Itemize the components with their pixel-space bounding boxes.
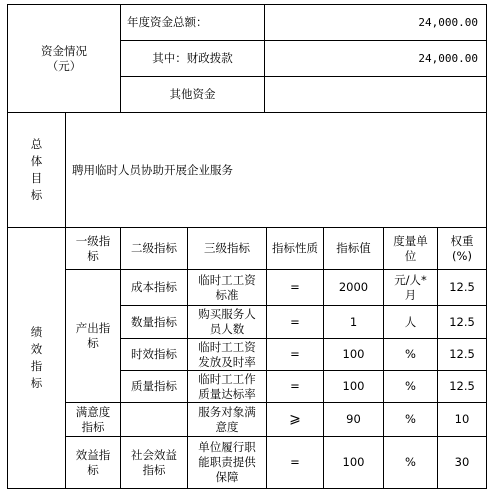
row-level2: 数量指标	[131, 314, 177, 329]
header-level3: 三级指标	[204, 241, 250, 255]
fiscal-allocation-value: 24,000.00	[418, 52, 478, 65]
row-unit: %	[405, 455, 416, 469]
row-nature: =	[290, 314, 300, 329]
row-weight: 10	[454, 412, 470, 426]
row-level3: 单位履行职 能职责提供 保障	[198, 440, 256, 484]
other-funds-label: 其他资金	[169, 87, 216, 101]
row-nature: =	[290, 379, 300, 393]
row-level2: 时效指标	[131, 347, 177, 361]
row-value: 2000	[338, 280, 369, 294]
row-level3: 临时工工作 质量达标率	[198, 371, 256, 401]
annual-total-label: 年度资金总额：	[127, 15, 208, 29]
row-nature: =	[290, 280, 300, 294]
row-weight: 12.5	[449, 347, 475, 361]
annual-total-value: 24,000.00	[418, 16, 478, 29]
overall-goal-label: 总 体 目 标	[30, 137, 43, 202]
other-funds-value	[265, 77, 486, 112]
row-unit: %	[405, 347, 416, 361]
header-level2: 二级指标	[131, 241, 177, 255]
group-benefit: 效益指 标	[75, 447, 111, 477]
row-unit: %	[405, 412, 416, 426]
row-weight: 30	[454, 455, 470, 469]
row-level2: 社会效益 指标	[131, 447, 177, 477]
row-value: 90	[346, 412, 361, 426]
header-nature: 指标性质	[272, 241, 318, 255]
row-level3: 服务对象满 意度	[198, 404, 256, 434]
row-level3: 临时工工资 标准	[198, 272, 256, 302]
row-weight: 12.5	[449, 280, 475, 294]
row-value: 1	[349, 314, 358, 329]
row-level2: 质量指标	[131, 379, 177, 393]
performance-indicators-label: 绩 效 指 标	[30, 325, 43, 390]
row-weight: 12.5	[449, 314, 475, 329]
row-level3: 临时工工资 发放及时率	[198, 339, 256, 369]
row-value: 100	[342, 347, 365, 361]
row-value: 100	[342, 455, 365, 469]
header-level1: 一级指 标	[75, 233, 111, 263]
row-level2	[121, 403, 187, 436]
row-level2: 成本指标	[131, 280, 177, 294]
header-value: 指标值	[336, 241, 371, 255]
group-satisfaction: 满意度 指标	[75, 404, 111, 434]
row-nature: =	[290, 455, 300, 469]
funding-section-label: 资金情况 （元）	[41, 43, 87, 73]
group-output: 产出指 标	[75, 321, 111, 350]
row-unit: 人	[404, 314, 417, 329]
row-weight: 12.5	[449, 379, 475, 393]
row-value: 100	[342, 379, 365, 393]
row-unit: %	[405, 379, 416, 393]
row-unit: 元/人* 月	[394, 272, 427, 302]
header-weight: 权重 (%)	[450, 233, 474, 263]
row-nature: ⩾	[289, 411, 301, 427]
overall-goal-text: 聘用临时人员协助开展企业服务	[72, 162, 233, 177]
header-unit: 度量单 位	[393, 233, 428, 263]
row-level3: 购买服务人 员人数	[198, 307, 256, 336]
fiscal-allocation-label: 其中：财政拨款	[152, 51, 233, 65]
row-nature: =	[290, 347, 300, 361]
